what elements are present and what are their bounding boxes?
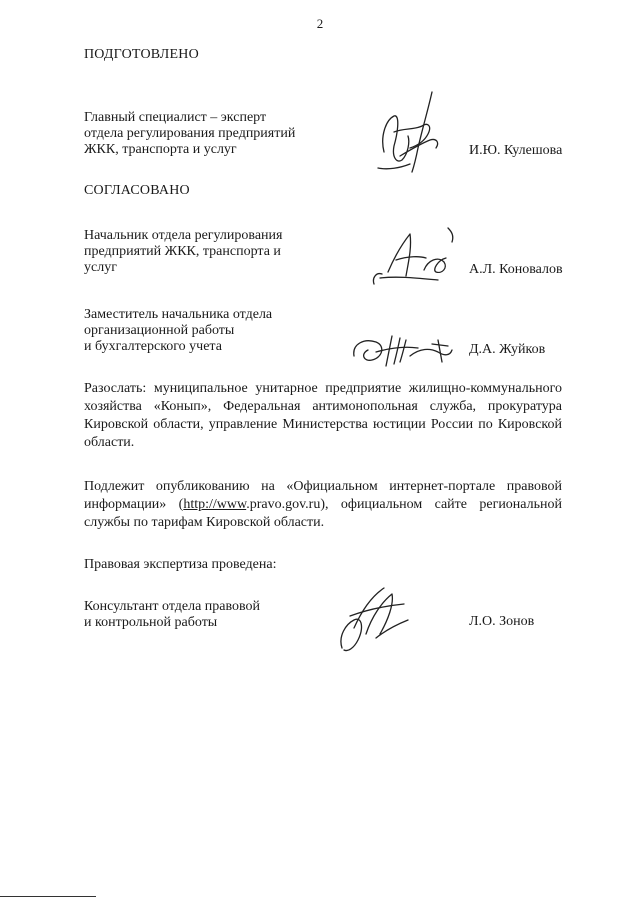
- footer-rule: [0, 896, 96, 897]
- position-line: Заместитель начальника отдела: [84, 307, 273, 322]
- publication-paragraph: [84, 478, 562, 532]
- position-line: организационной работы: [84, 323, 235, 338]
- position-line: отдела регулирования предприятий: [84, 126, 296, 141]
- position-line: и бухгалтерского учета: [84, 339, 222, 354]
- position-line: Консультант отдела правовой: [84, 599, 261, 614]
- signature-zonov: [332, 580, 424, 658]
- signature-zhuikov: [346, 326, 458, 372]
- page-number: 2: [316, 16, 324, 31]
- legal-review-position: [84, 599, 260, 631]
- agreed-heading: СОГЛАСОВАНО: [84, 183, 190, 198]
- publication-text-end: ), официальном сайте региональной службы по тарифам Кировской области.: [84, 497, 562, 530]
- signer-1-position: [84, 228, 282, 276]
- link-rest: .pravo.gov.ru: [246, 497, 321, 512]
- signature-kuleshova: [370, 86, 460, 178]
- signature-konovalov: [368, 220, 468, 292]
- distribution-paragraph: Разослать: муниципальное унитарное предприятие жилищно-коммунального хозяйства «Конып», Федеральная антимонопольная служба, прокуратура Кировской области, управление Министерства юстиции России по Кировской области.: [84, 381, 562, 450]
- publication-link[interactable]: [183, 497, 320, 512]
- prepared-name: И.Ю. Кулешова: [469, 143, 563, 158]
- signer-2-position: [84, 307, 272, 355]
- prepared-heading: ПОДГОТОВЛЕНО: [84, 47, 199, 62]
- position-line: услуг: [84, 260, 117, 275]
- prepared-position: [84, 110, 295, 158]
- link-underlined-part: http://www: [183, 497, 247, 512]
- legal-review-name: Л.О. Зонов: [469, 614, 535, 629]
- signer-2-name: Д.А. Жуйков: [469, 342, 546, 357]
- position-line: Начальник отдела регулирования: [84, 228, 283, 243]
- position-line: Главный специалист – эксперт: [84, 110, 267, 125]
- publication-text: Подлежит опубликованию на «Официальном интернет-портале правовой информации» (: [84, 479, 562, 512]
- legal-review-statement: Правовая экспертиза проведена:: [84, 557, 277, 572]
- signer-1-name: А.Л. Коновалов: [469, 262, 563, 277]
- position-line: предприятий ЖКК, транспорта и: [84, 244, 281, 259]
- position-line: ЖКК, транспорта и услуг: [84, 142, 237, 157]
- position-line: и контрольной работы: [84, 615, 218, 630]
